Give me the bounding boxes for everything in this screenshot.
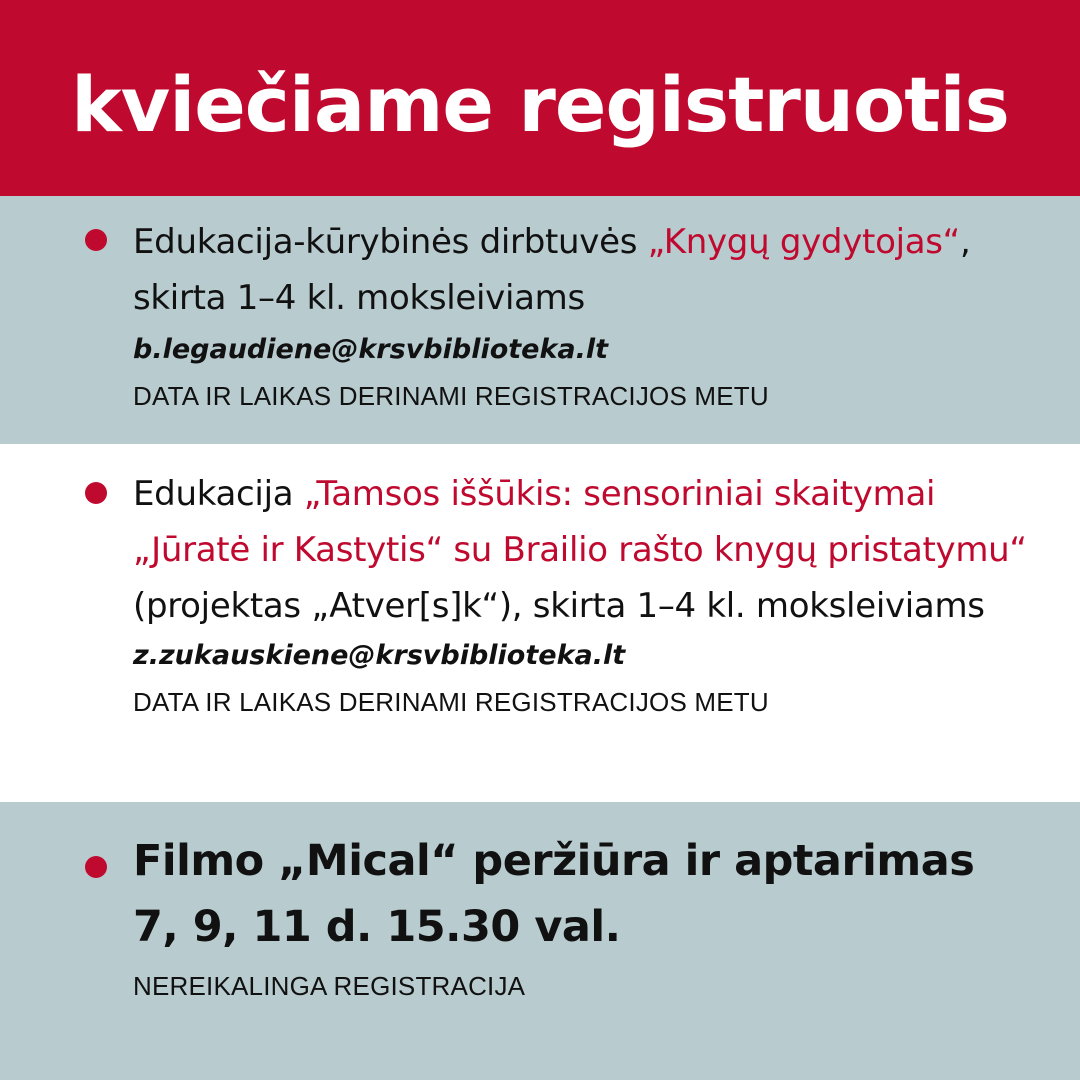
bullet-dot-icon	[85, 482, 107, 504]
event-item-2	[133, 466, 1053, 722]
bullet-dot-icon	[85, 229, 107, 251]
bullet-dot-icon	[85, 856, 107, 878]
event-title-highlight: „Knygų gydytojas“	[647, 222, 960, 262]
event-item-3	[133, 828, 1053, 1006]
event-item-1	[133, 214, 1053, 416]
event-title-text: Edukacija	[133, 474, 304, 514]
contact-email[interactable]: z.zukauskiene@krsvbiblioteka.lt	[133, 640, 626, 671]
event-title	[133, 214, 1053, 326]
event-note: DATA IR LAIKAS DERINAMI REGISTRACIJOS METU	[133, 381, 769, 411]
event-title-text: , skirta 1–4 kl. moksleiviams	[133, 222, 971, 318]
event-title-text: (projektas „Atver[s]k“), skirta 1–4 kl. moksleiviams	[133, 586, 985, 626]
event-title	[133, 466, 1053, 634]
event-note: DATA IR LAIKAS DERINAMI REGISTRACIJOS METU	[133, 687, 769, 717]
event-title: Filmo „Mical“ peržiūra ir aptarimas	[133, 836, 975, 886]
event-title-highlight: „Tamsos iššūkis: sensoriniai skaitymai „Jūratė ir Kastytis“ su Brailio rašto knygų pristatymu“	[133, 474, 1027, 570]
event-datetime: 7, 9, 11 d. 15.30 val.	[133, 902, 621, 952]
event-note: NEREIKALINGA REGISTRACIJA	[133, 971, 526, 1001]
header-banner	[0, 0, 1080, 196]
contact-email[interactable]: b.legaudiene@krsvbiblioteka.lt	[133, 334, 609, 365]
event-title-text: Edukacija-kūrybinės dirbtuvės	[133, 222, 648, 262]
page-title: kviečiame registruotis	[71, 59, 1009, 149]
